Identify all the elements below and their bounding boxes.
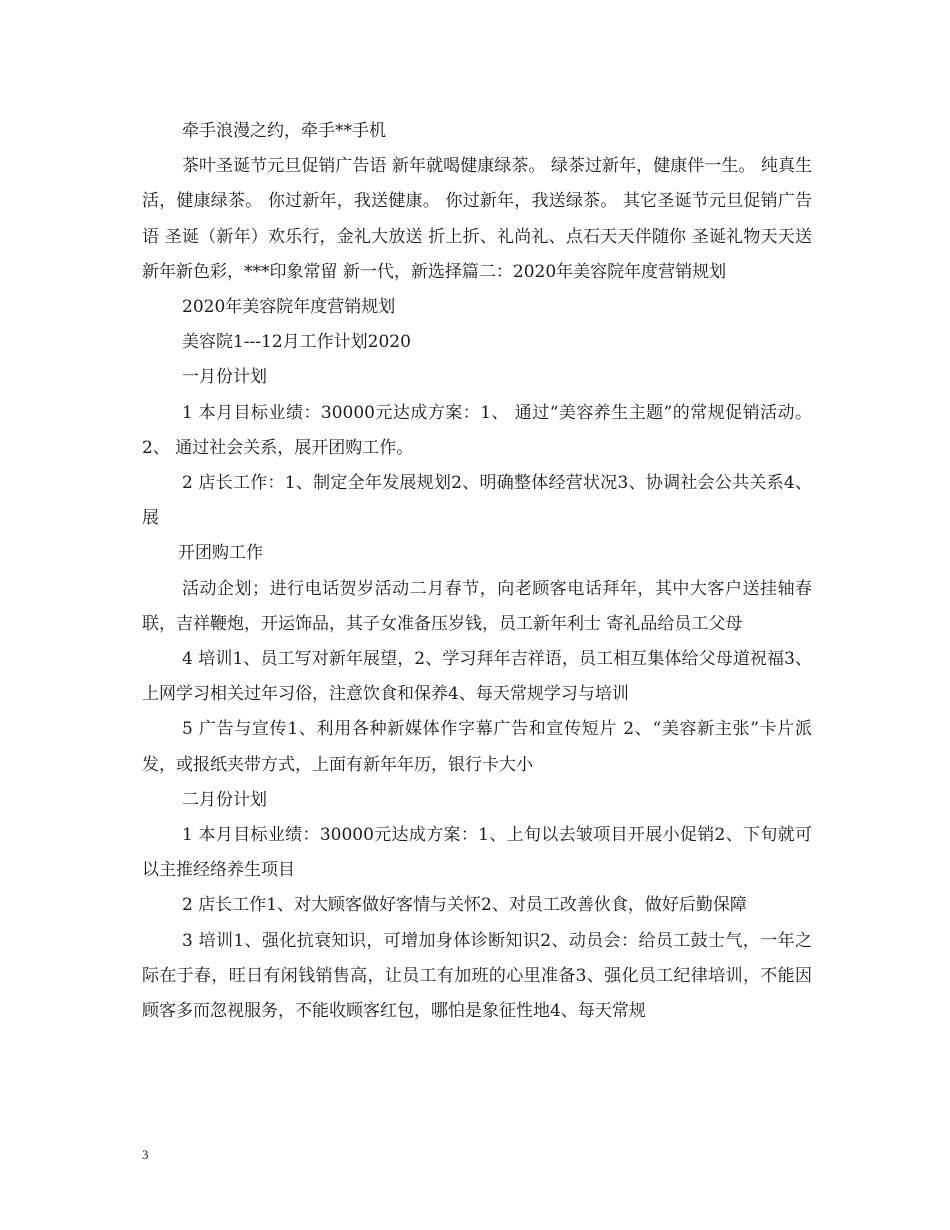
paragraph-1: 牵手浪漫之约，牵手**手机 bbox=[182, 121, 386, 141]
paragraph-13: 1 本月目标业绩：30000元达成方案：1、上旬以去皱项目开展小促销2、下旬就可以主推经络养生项目 bbox=[142, 825, 812, 881]
paragraph-5: 一月份计划 bbox=[182, 367, 267, 388]
paragraph-10: 4 培训1、员工写对新年展望，2、学习拜年吉祥语，员工相互集体给父母道祝福3、上网学习相关过年习俗，注意饮食和保养4、每天常规学习与培训 bbox=[142, 649, 812, 705]
paragraph-2: 茶叶圣诞节元旦促销广告语 新年就喝健康绿茶。 绿茶过新年，健康伴一生。 纯真生活，健康绿茶。 你过新年，我送健康。 你过新年，我送绿茶。 其它圣诞节元旦促销广告语 圣诞（新年）欢乐行，金礼大放送 折上折、礼尚礼、点石天天伴随你 圣诞礼物天天送 新年新色彩，***印象常留 新一代，新选择篇二：2020年美容院年度营销规划 bbox=[142, 156, 812, 282]
page-number: 3 bbox=[142, 1147, 149, 1162]
paragraph-15: 3 培训1、强化抗衰知识，可增加身体诊断知识2、动员会：给员工鼓士气，一年之际在于春，旺日有闲钱销售高，让员工有加班的心里准备3、强化员工纪律培训，不能因顾客多而忽视服务，不能收顾客红包，哪怕是象征性地4、每天常规 bbox=[142, 930, 812, 1022]
paragraph-11: 5 广告与宣传1、利用各种新媒体作字幕广告和宣传短片 2、“美容新主张”卡片派发，或报纸夹带方式，上面有新年年历，银行卡大小 bbox=[142, 719, 812, 775]
paragraph-8: 开团购工作 bbox=[178, 543, 263, 564]
paragraph-3: 2020年美容院年度营销规划 bbox=[182, 297, 396, 318]
paragraph-14: 2 店长工作1、对大顾客做好客情与关怀2、对员工改善伙食，做好后勤保障 bbox=[182, 895, 747, 916]
paragraph-9: 活动企划；进行电话贺岁活动二月春节，向老顾客电话拜年，其中大客户送挂轴春联，吉祥鞭炮，开运饰品，其子女准备压岁钱，员工新年利士 寄礼品给员工父母 bbox=[142, 578, 812, 634]
paragraph-7: 2 店长工作：1、制定全年发展规划2、明确整体经营状况3、协调社会公共关系4、展 bbox=[142, 473, 812, 529]
paragraph-6: 1 本月目标业绩：30000元达成方案：1、 通过“美容养生主题”的常规促销活动。2、 通过社会关系，展开团购工作。 bbox=[142, 402, 812, 458]
document-body bbox=[142, 114, 812, 1029]
paragraph-4: 美容院1---12月工作计划2020 bbox=[182, 332, 411, 353]
paragraph-12: 二月份计划 bbox=[182, 789, 267, 810]
